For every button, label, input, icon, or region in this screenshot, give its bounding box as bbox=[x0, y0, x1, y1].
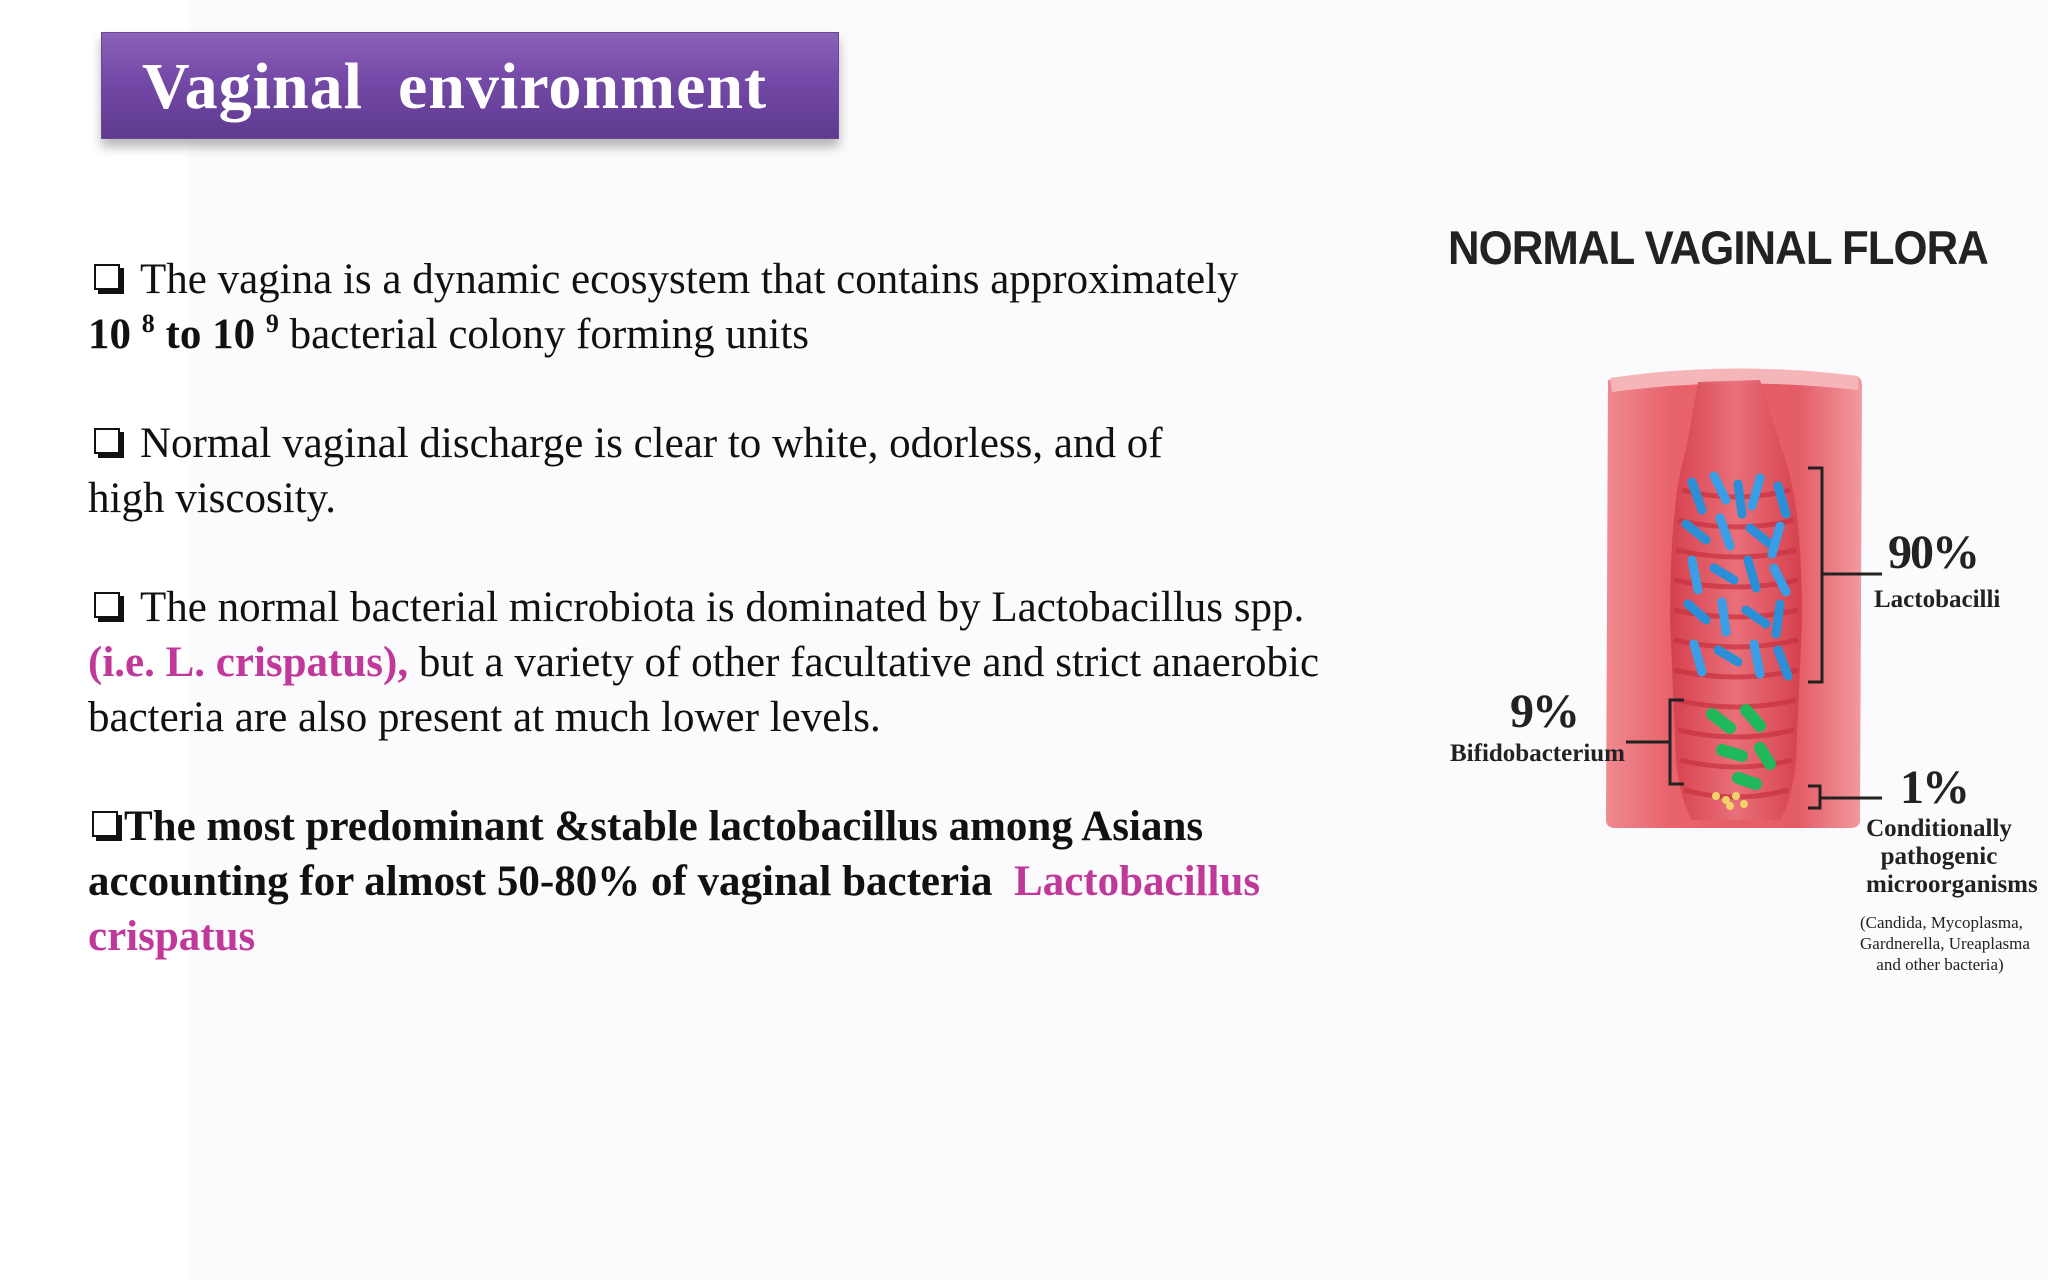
bifido-label: Bifidobacterium bbox=[1450, 740, 1625, 767]
rod bbox=[1754, 644, 1760, 674]
checkbox-bullet-icon bbox=[94, 592, 120, 618]
cfu-count: 10 $^8$ to 10 $^9$ bbox=[88, 309, 279, 358]
bifido-cell bbox=[1760, 748, 1770, 764]
other-label-line: microorganisms bbox=[1866, 871, 2038, 898]
vaginal-flora-figure bbox=[1430, 200, 2040, 1000]
body-text bbox=[88, 252, 1418, 1018]
bifido-cell bbox=[1738, 778, 1756, 784]
microbiota-text-cont: but a variety of other facultative and strict anaerobic bbox=[418, 639, 1320, 686]
other-label bbox=[1866, 815, 2038, 899]
asians-text-cont: accounting for almost 50-80% of vaginal bacteria bbox=[88, 858, 993, 905]
cfu-text: bacterial colony forming units bbox=[289, 311, 810, 358]
crispatus-highlight: (i.e. L. crispatus), bbox=[88, 639, 409, 686]
rod bbox=[1776, 604, 1780, 634]
asians-text: The most predominant &stable lactobacillus among Asians bbox=[124, 803, 1204, 850]
other-note-line: Gardnerella, Ureaplasma bbox=[1860, 934, 2030, 953]
other-note-line: and other bacteria) bbox=[1876, 955, 2004, 974]
microbiota-text-end: bacteria are also present at much lower levels. bbox=[88, 694, 881, 741]
paragraph-discharge bbox=[88, 416, 1418, 526]
lactobacillus-highlight: Lactobacillus bbox=[1014, 858, 1261, 905]
figure-title: NORMAL VAGINAL FLORA bbox=[1448, 221, 1988, 274]
micro-dot bbox=[1726, 802, 1734, 810]
checkbox-bullet-icon bbox=[94, 264, 120, 290]
checkbox-bullet-icon bbox=[92, 811, 118, 837]
micro-dot bbox=[1712, 792, 1720, 800]
micro-dot bbox=[1732, 792, 1740, 800]
checkbox-bullet-icon bbox=[94, 428, 120, 454]
bifido-percent: 9% bbox=[1510, 685, 1578, 738]
title-banner bbox=[101, 32, 839, 139]
other-percent: 1% bbox=[1900, 761, 1968, 814]
other-label-line: pathogenic bbox=[1880, 843, 1998, 870]
paragraph-asians bbox=[88, 799, 1418, 964]
discharge-text-cont: high viscosity. bbox=[88, 475, 337, 522]
discharge-text: Normal vaginal discharge is clear to white, odorless, and of bbox=[140, 420, 1163, 467]
ecosystem-text: The vagina is a dynamic ecosystem that contains approximately bbox=[140, 256, 1239, 303]
rod bbox=[1722, 602, 1726, 632]
other-note-line: (Candida, Mycoplasma, bbox=[1860, 913, 2023, 932]
other-label-line: Conditionally bbox=[1866, 815, 2012, 842]
paragraph-microbiota bbox=[88, 580, 1418, 745]
slide-title: Vaginal environment bbox=[142, 50, 768, 123]
crispatus-highlight-end: crispatus bbox=[88, 913, 256, 960]
other-note bbox=[1860, 912, 2030, 975]
rod bbox=[1692, 560, 1698, 590]
lactobacilli-percent: 90% bbox=[1888, 526, 1978, 579]
rod bbox=[1738, 484, 1742, 514]
bifido-cell bbox=[1722, 750, 1742, 756]
microbiota-text: The normal bacterial microbiota is dominated by Lactobacillus spp. bbox=[140, 584, 1305, 631]
lactobacilli-label: Lactobacilli bbox=[1874, 586, 2001, 613]
paragraph-ecosystem bbox=[88, 252, 1418, 362]
micro-dot bbox=[1740, 800, 1748, 808]
